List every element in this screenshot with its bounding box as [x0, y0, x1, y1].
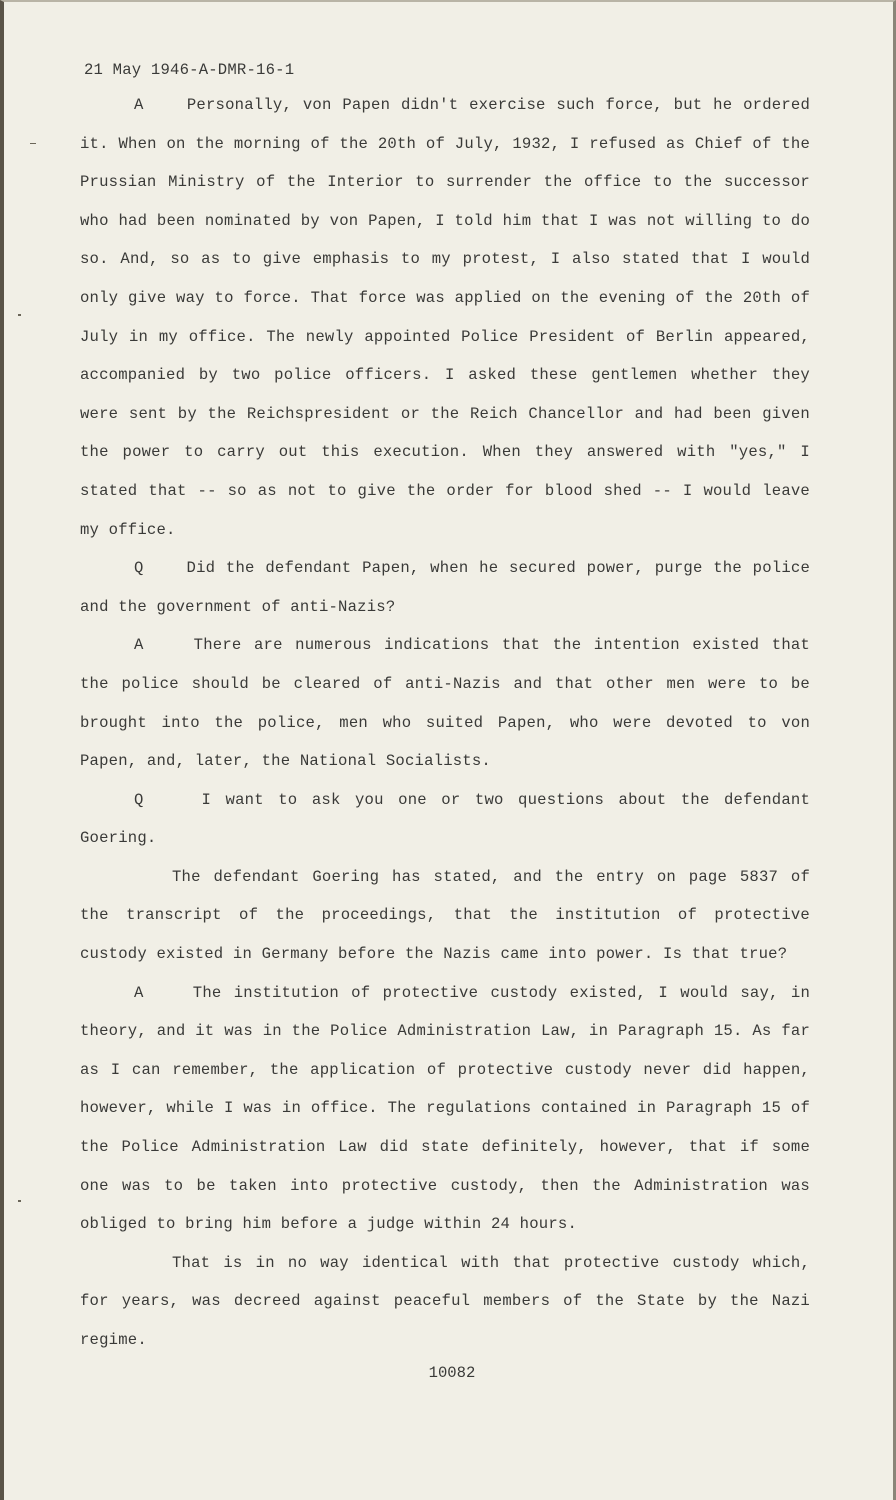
document-header: 21 May 1946-A-DMR-16-1 — [84, 61, 295, 79]
paragraph-text: The defendant Goering has stated, and the entry on page 5837 of the transcript of the proceedings, that the institution of protective custody existed in Germany before the Nazis came into power. Is that true? — [80, 867, 810, 964]
paragraph-answer — [80, 86, 810, 549]
page-number: 10082 — [428, 1364, 476, 1382]
paragraph-answer — [80, 974, 810, 1244]
paragraph-question — [80, 781, 810, 858]
paragraph-text: There are numerous indications that the intention existed that the police should be cleared of anti-Nazis and that other men were to be brought into the police, men who suited Papen, who were devoted to von Papen, and, later, the National Socialists. — [80, 636, 810, 771]
paragraph-text: Did the defendant Papen, when he secured power, purge the police and the government of anti-Nazis? — [80, 559, 810, 616]
speaker-label: Q — [134, 790, 144, 809]
margin-mark — [30, 143, 36, 144]
margin-mark — [18, 314, 21, 316]
speaker-label: Q — [134, 559, 144, 578]
margin-mark — [18, 1200, 21, 1202]
speaker-label: A — [134, 96, 144, 114]
paragraph-text: I want to ask you one or two questions about the defendant Goering. — [80, 790, 811, 848]
typed-transcript — [80, 54, 810, 1360]
paragraph-text: The institution of protective custody existed, I would say, in theory, and it was in the Police Administration Law, in Paragraph 15. As far as I can remember, the application of protective custody never did happen, however, while I was in office. The regulations contained in Paragraph 15 of the Police Administration Law did state definitely, however, that if some one was to be taken into protective custody, then the Administration was obliged to bring him before a judge within 24 hours. — [80, 983, 810, 1234]
paragraph-text: Personally, von Papen didn't exercise such force, but he ordered it. When on the morning of the 20th of July, 1932, I refused as Chief of the Prussian Ministry of the Interior to surrender the office to the successor who had been nominated by von Papen, I told him that I was not willing to do so. And, so as to give emphasis to my protest, I also stated that I would only give way to force. That force was applied on the evening of the 20th of July in my office. The newly appointed Police President of Berlin appeared, accompanied by two police officers. I asked these gentlemen whether they were sent by the Reichspresident or the Reich Chancellor and had been given the power to carry out this execution. When they answered with "yes," I stated that -- so as not to give the order for blood shed -- I would leave my office. — [80, 96, 810, 539]
paragraph-continuation — [80, 858, 810, 974]
paragraph-continuation — [80, 1244, 810, 1360]
paragraph-question — [80, 549, 810, 626]
speaker-label: A — [134, 636, 144, 655]
paragraph-text: That is in no way identical with that protective custody which, for years, was decreed against peaceful members of the State by the Nazi regime. — [80, 1253, 810, 1349]
speaker-label: A — [134, 983, 144, 1002]
paragraph-answer — [80, 626, 810, 780]
